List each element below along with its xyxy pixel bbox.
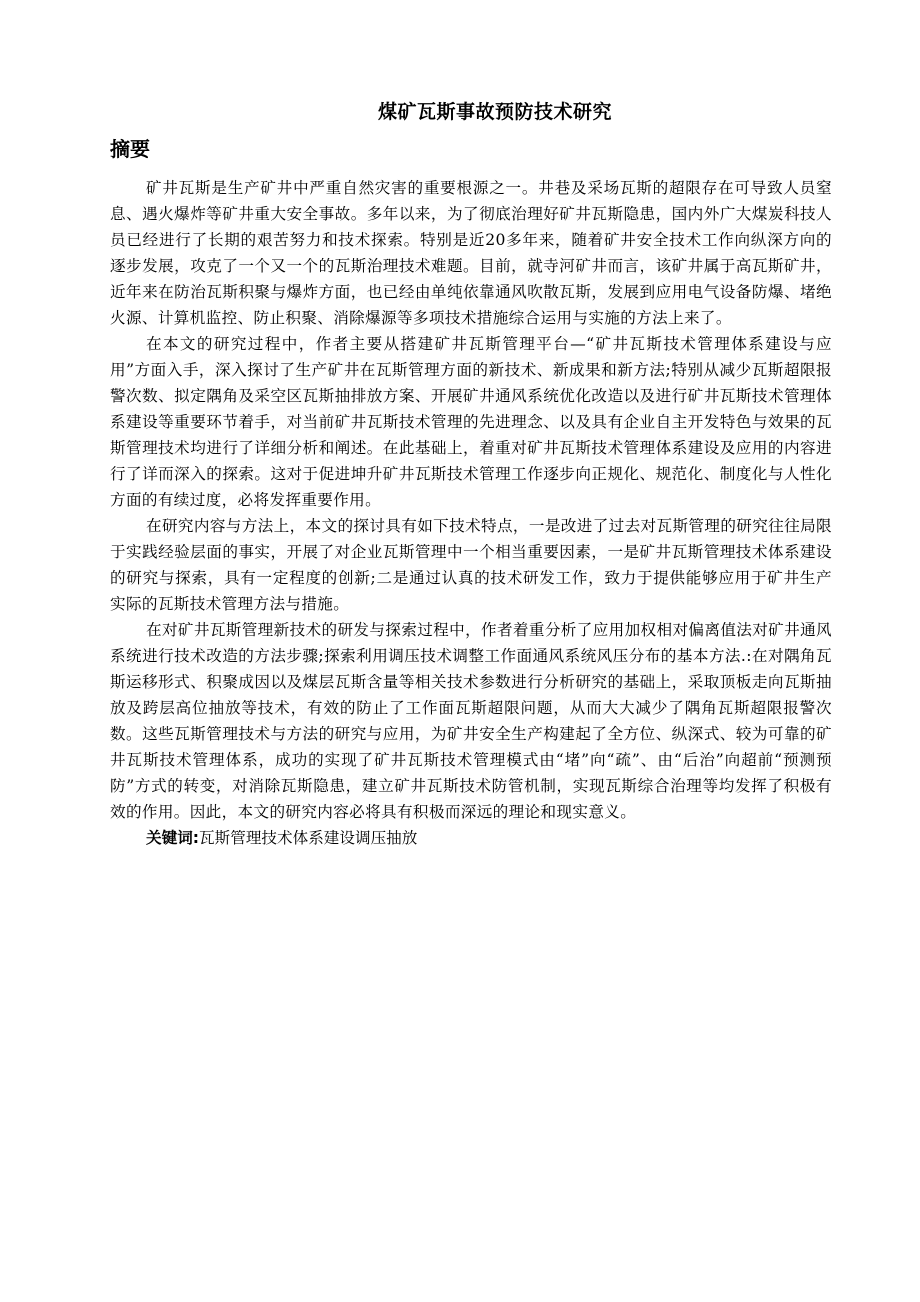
abstract-heading: 摘要 [110, 137, 150, 161]
abstract-paragraph-3: 在研究内容与方法上，本文的探讨具有如下技术特点，一是改进了过去对瓦斯管理的研究往往局限于实践经验层面的事实，开展了对企业瓦斯管理中一个相当重要因素，一是矿井瓦斯管理技术体系建设的研究与探索，具有一定程度的创新;二是通过认真的技术研发工作，致力于提供能够应用于矿井生产实际的瓦斯技术管理方法与措施。 [110, 517, 832, 613]
keywords-label: 关键词: [146, 829, 200, 847]
document-title: 煤矿瓦斯事故预防技术研究 [377, 101, 612, 123]
abstract-paragraph-2: 在本文的研究过程中，作者主要从搭建矿井瓦斯管理平台—“矿井瓦斯技术管理体系建设与应用”方面入手，深入探讨了生产矿井在瓦斯管理方面的新技术、新成果和新方法;特别从减少瓦斯超限报警次数、拟定隅角及采空区瓦斯抽排放方案、开展矿井通风系统优化改造以及进行矿井瓦斯技术管理体系建设等重要环节着手，对当前矿井瓦斯技术管理的先进理念、以及具有企业自主开发特色与效果的瓦斯管理技术均进行了详细分析和阐述。在此基础上，着重对矿井瓦斯技术管理体系建设及应用的内容进行了详而深入的探索。这对于促进坤升矿井瓦斯技术管理工作逐步向正规化、规范化、制度化与人性化方面的有续过度，必将发挥重要作用。 [110, 335, 832, 509]
keywords-value: 瓦斯管理技术体系建设调压抽放 [199, 829, 418, 847]
abstract-paragraph-1: 矿井瓦斯是生产矿井中严重自然灾害的重要根源之一。井巷及采场瓦斯的超限存在可导致人员窒息、遇火爆炸等矿井重大安全事故。多年以来，为了彻底治理好矿井瓦斯隐患，国内外广大煤炭科技人员已经进行了长期的艰苦努力和技术探索。特别是近20多年来，随着矿井安全技术工作向纵深方向的逐步发展，攻克了一个又一个的瓦斯治理技术难题。目前，就寺河矿井而言，该矿井属于高瓦斯矿井，近年来在防治瓦斯积聚与爆炸方面，也已经由单纯依靠通风吹散瓦斯，发展到应用电气设备防爆、堵绝火源、计算机监控、防止积聚、消除爆源等多项技术措施综合运用与实施的方法上来了。 [110, 179, 832, 327]
keywords-line [110, 825, 832, 851]
abstract-body [110, 175, 832, 851]
abstract-paragraph-4: 在对矿井瓦斯管理新技术的研发与探索过程中，作者着重分析了应用加权相对偏离值法对矿井通风系统进行技术改造的方法步骤;探索利用调压技术调整工作面通风系统风压分布的基本方法.:在对隅角瓦斯运移形式、积聚成因以及煤层瓦斯含量等相关技术参数进行分析研究的基础上，采取顶板走向瓦斯抽放及跨层高位抽放等技术，有效的防止了工作面瓦斯超限问题，从而大大减少了隅角瓦斯超限报警次数。这些瓦斯管理技术与方法的研究与应用，为矿井安全生产构建起了全方位、纵深式、较为可靠的矿井瓦斯技术管理体系，成功的实现了矿井瓦斯技术管理模式由“堵”向“疏”、由“后治”向超前“预测预防”方式的转变，对消除瓦斯隐患，建立矿井瓦斯技术防管机制，实现瓦斯综合治理等均发挥了积极有效的作用。因此，本文的研究内容必将具有积极而深远的理论和现实意义。 [110, 621, 832, 821]
